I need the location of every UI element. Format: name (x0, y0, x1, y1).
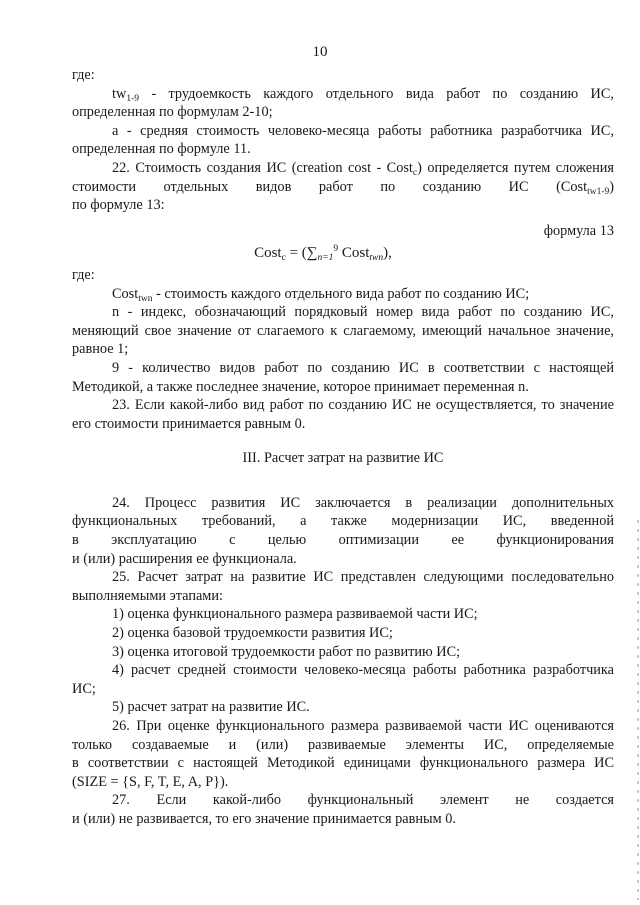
where-label-1: где: (72, 67, 95, 83)
definition-n: n - индекс, обозначающий порядковый номер вида работ по созданию ИС, меняющий свое значение от слагаемого к слагаемому, имеющий начальное значение, равное 1; (72, 304, 614, 358)
paragraph-26-line-2: только создаваемые и (или) развиваемые элементы ИС, определяемые (72, 736, 614, 753)
section-heading: III. Расчет затрат на развитие ИС (242, 450, 444, 467)
definition-costtwn: Cost$_{twn}$ - стоимость каждого отдельного вида работ по созданию ИС; (112, 285, 530, 304)
paragraph-22-line-2: стоимости отдельных видов работ по созданию ИС (Cost$_{tw1-9}$) (72, 178, 614, 197)
formula-13: Cost$_c$ = ($\sum_{n=1}^9$ Cost$_{twn}$), (254, 244, 392, 264)
paragraph-23: 23. Если какой-либо вид работ по созданию ИС не осуществляется, то значение его стоимости принимается равным 0. (72, 397, 614, 432)
paragraph-26-line-1: 26. При оценке функционального размера развиваемой части ИС оцениваются (112, 718, 614, 734)
step-3: 3) оценка итоговой трудоемкости работ по развитию ИС; (112, 643, 461, 660)
paragraph-24-line-3: в эксплуатацию с целью оптимизации ее функционирования (72, 532, 614, 549)
step-5: 5) расчет затрат на развитие ИС. (112, 699, 310, 716)
tw-description: - трудоемкость каждого отдельного вида работ по созданию ИС, определенная по формулам 2-10; (72, 85, 614, 121)
step-1: 1) оценка функционального размера развиваемой части ИС; (112, 606, 478, 623)
paragraph-22-line-1: 22. Стоимость создания ИС (creation cost - Cost$_c$) определяется путем сложения (112, 159, 614, 178)
page-number: 10 (312, 44, 328, 60)
paragraph-22-line-3: по формуле 13: (72, 197, 165, 214)
sum-upper-limit: 9 (333, 244, 339, 255)
cost-tw-subscript: tw1-9 (587, 186, 610, 197)
where-label-2: где: (72, 266, 95, 283)
paragraph-27-line-1: 27. Если какой-либо функциональный элемент не создается (112, 792, 614, 809)
paragraph-25: 25. Расчет затрат на развитие ИС представлен следующими последовательно выполняемыми этапами: (72, 569, 614, 604)
definition-a: а - средняя стоимость человеко-месяца работы работника разработчика ИС, определенная по формуле 11. (72, 122, 614, 158)
paragraph-27-line-2: и (или) не развивается, то его значение принимается равным 0. (72, 810, 456, 827)
formula-label: формула 13 (543, 222, 614, 239)
tw-subscript: 1-9 (126, 93, 139, 104)
paragraph-24-line-1: 24. Процесс развития ИС заключается в реализации дополнительных (112, 494, 614, 511)
step-4: 4) расчет средней стоимости человеко-месяца работы работника разработчика ИС; (72, 662, 614, 697)
definition-tw (72, 85, 614, 122)
paragraph-26-line-3: в соответствии с настоящей Методикой единицами функционального размера ИС (72, 755, 614, 772)
tw-symbol: tw (112, 85, 127, 102)
scan-edge-marks (637, 520, 639, 900)
step-2: 2) оценка базовой трудоемкости развития ИС; (112, 625, 393, 642)
definition-nine: 9 - количество видов работ по созданию ИС в соответствии с настоящей Методикой, а также последнее значение, которое принимает переменная n. (72, 359, 614, 395)
cost-c-subscript: c (412, 167, 418, 178)
paragraph-24-line-4: и (или) расширения ее функционала. (72, 550, 297, 567)
paragraph-24-line-2: функциональных требований, а также модернизации ИС, введенной (72, 513, 614, 530)
paragraph-26-line-4: (SIZE = {S, F, T, E, A, P}). (72, 773, 229, 790)
sum-lower-limit: n=1 (317, 253, 334, 264)
page-content (72, 66, 614, 829)
